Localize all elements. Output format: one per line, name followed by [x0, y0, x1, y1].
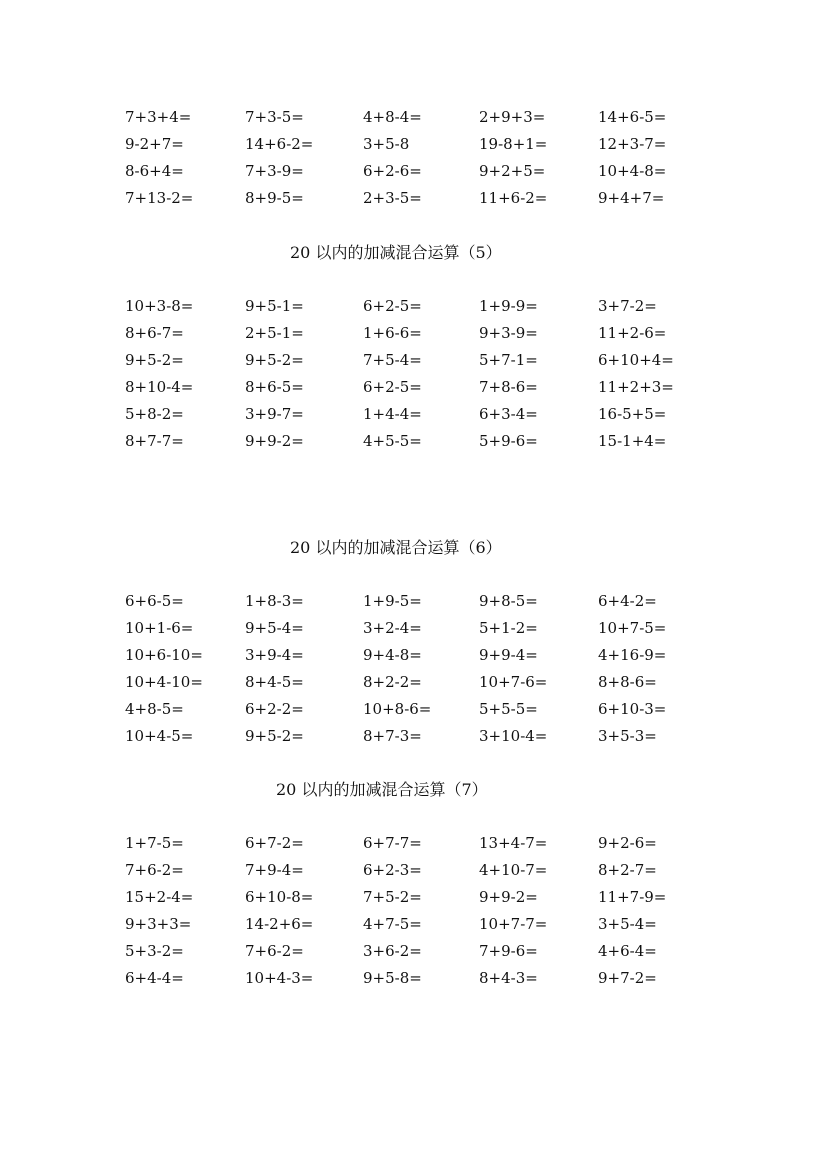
math-problem: 1+4-4=	[363, 405, 422, 423]
math-problem: 9-2+7=	[125, 135, 184, 153]
math-problem: 6+10-3=	[598, 700, 667, 718]
math-problem: 10+4-3=	[245, 969, 314, 987]
math-problem: 7+6-2=	[245, 942, 304, 960]
math-problem: 10+8-6=	[363, 700, 432, 718]
math-problem: 8-6+4=	[125, 162, 184, 180]
math-problem: 3+10-4=	[479, 727, 548, 745]
math-problem: 6+3-4=	[479, 405, 538, 423]
math-problem: 16-5+5=	[598, 405, 667, 423]
math-problem: 7+5-2=	[363, 888, 422, 906]
exercise-row	[125, 374, 725, 401]
math-problem: 11+2-6=	[598, 324, 667, 342]
math-problem: 6+2-5=	[363, 378, 422, 396]
math-problem: 7+5-4=	[363, 351, 422, 369]
math-problem: 14+6-2=	[245, 135, 314, 153]
section-title-6: 20 以内的加减混合运算（6）	[290, 538, 502, 557]
math-problem: 6+2-3=	[363, 861, 422, 879]
math-problem: 1+7-5=	[125, 834, 184, 852]
math-problem: 6+4-4=	[125, 969, 184, 987]
exercise-row	[125, 965, 725, 992]
exercise-row	[125, 857, 725, 884]
exercise-row	[125, 158, 725, 185]
exercise-row	[125, 911, 725, 938]
math-problem: 8+2-7=	[598, 861, 657, 879]
math-problem: 10+1-6=	[125, 619, 194, 637]
math-problem: 10+3-8=	[125, 297, 194, 315]
math-problem: 8+8-6=	[598, 673, 657, 691]
math-problem: 6+2-5=	[363, 297, 422, 315]
math-problem: 7+6-2=	[125, 861, 184, 879]
exercise-row	[125, 347, 725, 374]
math-problem: 9+5-2=	[245, 351, 304, 369]
math-problem: 6+2-2=	[245, 700, 304, 718]
exercise-row	[125, 131, 725, 158]
exercise-row	[125, 615, 725, 642]
math-problem: 13+4-7=	[479, 834, 548, 852]
math-problem: 14+6-5=	[598, 108, 667, 126]
math-problem: 9+7-2=	[598, 969, 657, 987]
math-problem: 10+4-5=	[125, 727, 194, 745]
math-problem: 8+6-5=	[245, 378, 304, 396]
math-problem: 12+3-7=	[598, 135, 667, 153]
math-problem: 1+6-6=	[363, 324, 422, 342]
math-problem: 9+9-2=	[479, 888, 538, 906]
math-problem: 8+6-7=	[125, 324, 184, 342]
math-problem: 4+5-5=	[363, 432, 422, 450]
math-problem: 9+8-5=	[479, 592, 538, 610]
math-problem: 6+4-2=	[598, 592, 657, 610]
math-problem: 9+5-2=	[125, 351, 184, 369]
math-problem: 3+5-4=	[598, 915, 657, 933]
math-problem: 5+5-5=	[479, 700, 538, 718]
exercise-row	[125, 723, 725, 750]
math-problem: 9+2-6=	[598, 834, 657, 852]
math-problem: 1+8-3=	[245, 592, 304, 610]
exercise-row	[125, 830, 725, 857]
math-problem: 6+7-2=	[245, 834, 304, 852]
math-problem: 9+5-8=	[363, 969, 422, 987]
math-problem: 9+9-2=	[245, 432, 304, 450]
math-problem: 4+16-9=	[598, 646, 667, 664]
section-title-7: 20 以内的加减混合运算（7）	[276, 780, 488, 799]
exercise-row	[125, 104, 725, 131]
math-problem: 7+9-4=	[245, 861, 304, 879]
math-problem: 10+7-7=	[479, 915, 548, 933]
section-title-5: 20 以内的加减混合运算（5）	[290, 243, 502, 262]
math-problem: 10+6-10=	[125, 646, 203, 664]
math-problem: 3+6-2=	[363, 942, 422, 960]
math-problem: 15+2-4=	[125, 888, 194, 906]
math-problem: 9+5-1=	[245, 297, 304, 315]
math-problem: 8+7-7=	[125, 432, 184, 450]
math-problem: 9+5-4=	[245, 619, 304, 637]
math-problem: 5+7-1=	[479, 351, 538, 369]
math-problem: 19-8+1=	[479, 135, 548, 153]
math-problem: 1+9-5=	[363, 592, 422, 610]
math-problem: 11+6-2=	[479, 189, 548, 207]
math-problem: 10+4-10=	[125, 673, 203, 691]
exercise-row	[125, 320, 725, 347]
exercise-grid-7	[125, 830, 725, 992]
math-problem: 3+7-2=	[598, 297, 657, 315]
math-problem: 3+9-7=	[245, 405, 304, 423]
math-problem: 5+1-2=	[479, 619, 538, 637]
exercise-row	[125, 938, 725, 965]
math-problem: 9+3-9=	[479, 324, 538, 342]
math-problem: 9+2+5=	[479, 162, 546, 180]
math-problem: 4+7-5=	[363, 915, 422, 933]
math-problem: 10+4-8=	[598, 162, 667, 180]
math-problem: 6+2-6=	[363, 162, 422, 180]
math-problem: 3+5-3=	[598, 727, 657, 745]
math-problem: 6+10+4=	[598, 351, 674, 369]
math-problem: 3+2-4=	[363, 619, 422, 637]
math-problem: 9+4-8=	[363, 646, 422, 664]
exercise-row	[125, 293, 725, 320]
math-problem: 4+10-7=	[479, 861, 548, 879]
math-problem: 1+9-9=	[479, 297, 538, 315]
math-problem: 7+9-6=	[479, 942, 538, 960]
exercise-row	[125, 428, 725, 455]
math-problem: 11+7-9=	[598, 888, 667, 906]
math-problem: 5+3-2=	[125, 942, 184, 960]
math-problem: 4+8-4=	[363, 108, 422, 126]
exercise-row	[125, 588, 725, 615]
math-problem: 8+4-5=	[245, 673, 304, 691]
math-problem: 9+4+7=	[598, 189, 665, 207]
exercise-row	[125, 884, 725, 911]
math-problem: 9+9-4=	[479, 646, 538, 664]
math-problem: 7+13-2=	[125, 189, 194, 207]
exercise-row	[125, 696, 725, 723]
exercise-row	[125, 185, 725, 212]
math-problem: 8+9-5=	[245, 189, 304, 207]
math-problem: 8+10-4=	[125, 378, 194, 396]
exercise-grid-6	[125, 588, 725, 750]
exercise-row	[125, 669, 725, 696]
exercise-row	[125, 401, 725, 428]
math-problem: 5+9-6=	[479, 432, 538, 450]
math-problem: 6+10-8=	[245, 888, 314, 906]
math-problem: 15-1+4=	[598, 432, 667, 450]
exercise-grid-5	[125, 293, 725, 455]
math-problem: 8+7-3=	[363, 727, 422, 745]
math-problem: 3+9-4=	[245, 646, 304, 664]
math-problem: 8+2-2=	[363, 673, 422, 691]
math-problem: 3+5-8	[363, 135, 410, 153]
math-problem: 7+8-6=	[479, 378, 538, 396]
math-problem: 5+8-2=	[125, 405, 184, 423]
math-problem: 10+7-6=	[479, 673, 548, 691]
math-problem: 8+4-3=	[479, 969, 538, 987]
math-problem: 4+8-5=	[125, 700, 184, 718]
math-problem: 2+5-1=	[245, 324, 304, 342]
math-problem: 11+2+3=	[598, 378, 674, 396]
math-problem: 4+6-4=	[598, 942, 657, 960]
math-problem: 10+7-5=	[598, 619, 667, 637]
math-problem: 9+5-2=	[245, 727, 304, 745]
math-problem: 2+3-5=	[363, 189, 422, 207]
math-problem: 2+9+3=	[479, 108, 546, 126]
math-problem: 14-2+6=	[245, 915, 314, 933]
exercise-grid-1	[125, 104, 725, 212]
exercise-row	[125, 642, 725, 669]
math-problem: 7+3-5=	[245, 108, 304, 126]
math-problem: 6+6-5=	[125, 592, 184, 610]
math-problem: 9+3+3=	[125, 915, 192, 933]
math-problem: 7+3-9=	[245, 162, 304, 180]
math-problem: 6+7-7=	[363, 834, 422, 852]
math-problem: 7+3+4=	[125, 108, 192, 126]
